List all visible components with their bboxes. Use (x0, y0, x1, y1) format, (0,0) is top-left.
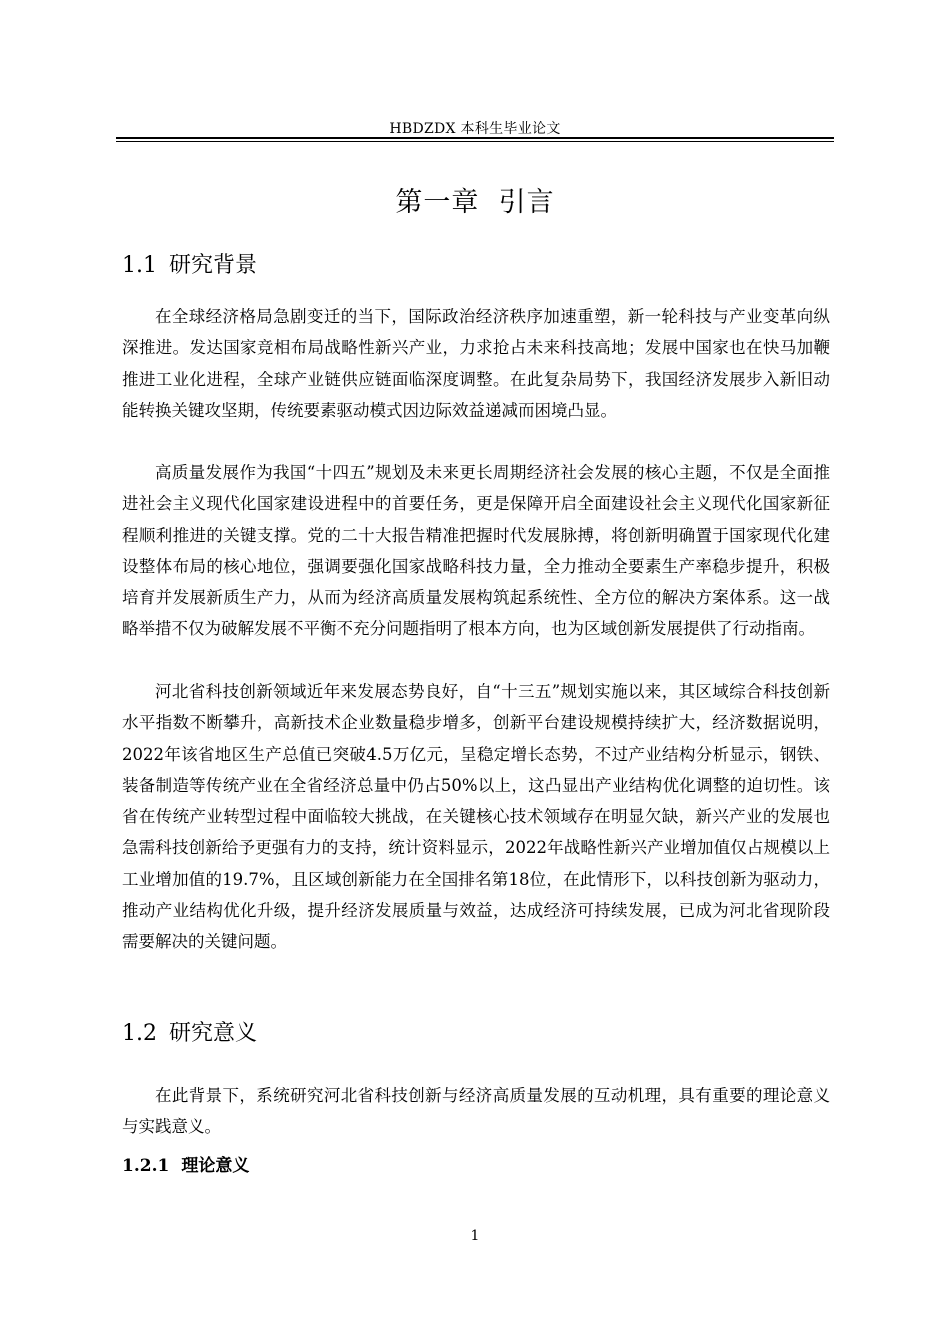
header-rule-thin (116, 141, 834, 142)
subsection-heading-1-2-1 (122, 1151, 249, 1176)
subsection-number: 1.2.1 (122, 1156, 170, 1176)
paragraph-background-1: 在全球经济格局急剧变迁的当下，国际政治经济秩序加速重塑，新一轮科技与产业变革向纵深推进。发达国家竞相布局战略性新兴产业，力求抢占未来科技高地；发展中国家也在快马加鞭推进工业化进程，全球产业链供应链面临深度调整。在此复杂局势下，我国经济发展步入新旧动能转换关键攻坚期，传统要素驱动模式因边际效益递减而困境凸显。 (122, 307, 830, 420)
running-header: HBDZDX 本科生毕业论文 (389, 121, 561, 137)
header-rule-thick (116, 137, 834, 139)
section-title: 研究意义 (169, 1021, 258, 1046)
paragraph-background-3: 河北省科技创新领域近年来发展态势良好，自“十三五”规划实施以来，其区域综合科技创新水平指数不断攀升，高新技术企业数量稳步增多，创新平台建设规模持续扩大，经济数据说明，2022年该省地区生产总值已突破4.5万亿元，呈稳定增长态势，不过产业结构分析显示，钢铁、装备制造等传统产业在全省经济总量中仍占50%以上，这凸显出产业结构优化调整的迫切性。该省在传统产业转型过程中面临较大挑战，在关键核心技术领域存在明显欠缺，新兴产业的发展也急需科技创新给予更强有力的支持，统计资料显示，2022年战略性新兴产业增加值仅占规模以上工业增加值的19.7%，且区域创新能力在全国排名第18位，在此情形下，以科技创新为驱动力，推动产业结构优化升级，提升经济发展质量与效益，达成经济可持续发展，已成为河北省现阶段需要解决的关键问题。 (122, 682, 830, 952)
subsection-title: 理论意义 (181, 1156, 250, 1176)
chapter-title: 第一章 引言 (395, 187, 555, 218)
page-number: 1 (470, 1228, 480, 1244)
paragraph-significance-1: 在此背景下，系统研究河北省科技创新与经济高质量发展的互动机理，具有重要的理论意义与实践意义。 (122, 1086, 830, 1137)
paragraph-background-2: 高质量发展作为我国“十四五”规划及未来更长周期经济社会发展的核心主题，不仅是全面推进社会主义现代化国家建设进程中的首要任务，更是保障开启全面建设社会主义现代化国家新征程顺利推进的关键支撑。党的二十大报告精准把握时代发展脉搏，将创新明确置于国家现代化建设整体布局的核心地位，强调要强化国家战略科技力量，全力推动全要素生产率稳步提升，积极培育并发展新质生产力，从而为经济高质量发展构筑起系统性、全方位的解决方案体系。这一战略举措不仅为破解发展不平衡不充分问题指明了根本方向，也为区域创新发展提供了行动指南。 (122, 463, 830, 639)
section-number: 1.2 (122, 1021, 157, 1046)
section-heading-1-2 (122, 1016, 257, 1047)
section-heading-1-1 (122, 248, 257, 279)
section-title: 研究背景 (169, 253, 258, 278)
section-number: 1.1 (122, 253, 157, 278)
